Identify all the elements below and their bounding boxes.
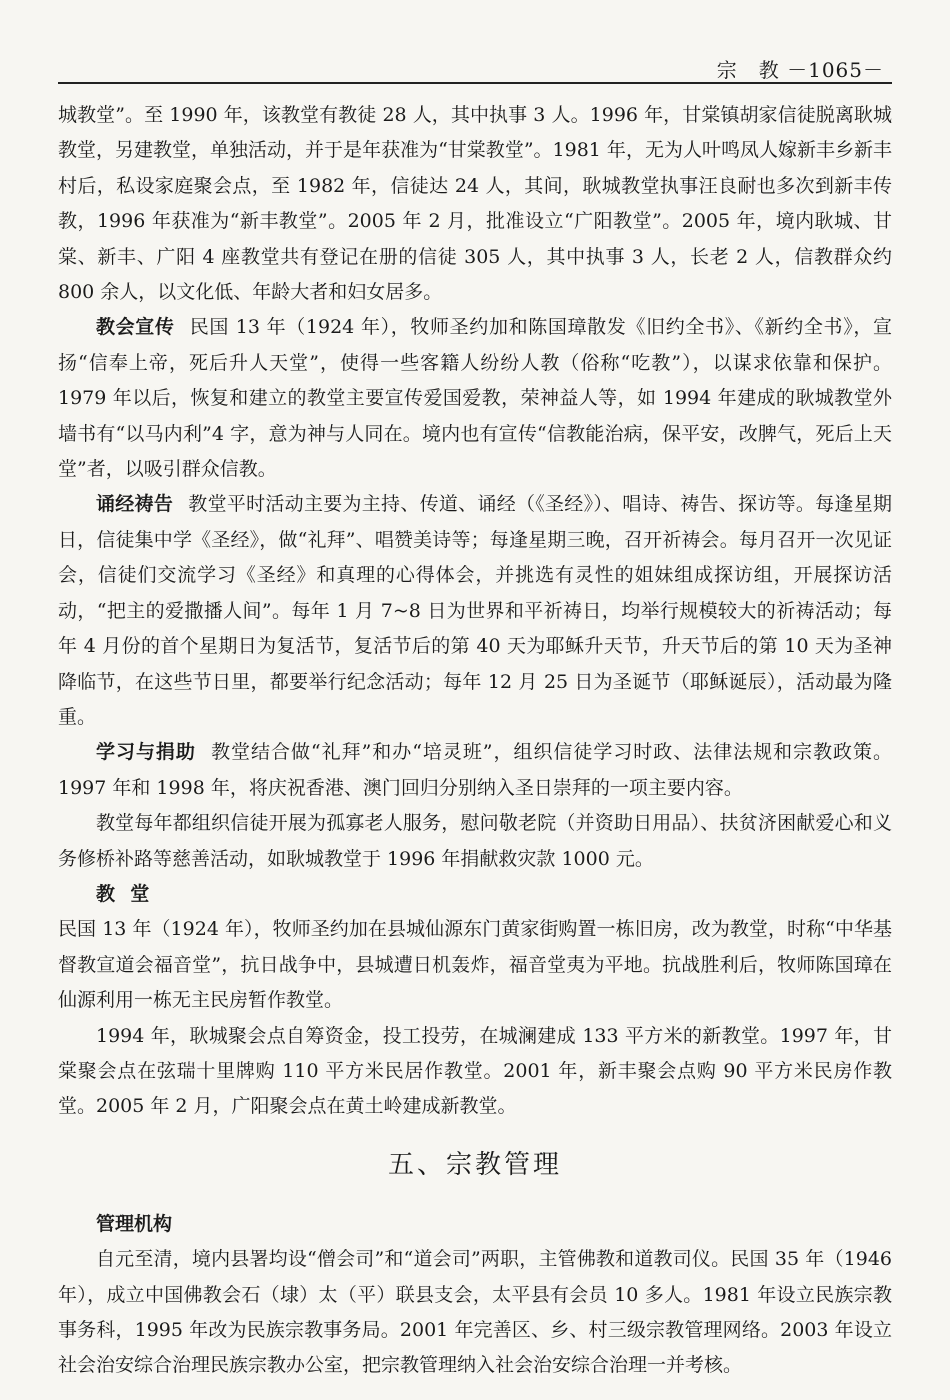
paragraph-church-propaganda [58,310,892,487]
chapter-title: 五、宗教管理 [387,1149,562,1180]
section-heading-prayer: 诵经祷告 [96,493,174,516]
section-heading-propaganda: 教会宣传 [96,316,175,339]
running-head [58,48,892,84]
paragraph-church-history: 民国 13 年（1924 年），牧师圣约加在县城仙源东门黄家街购置一栋旧房，改为教堂，时称“中华基督教宣道会福音堂”，抗日战争中，县城遭日机轰炸，福音堂夷为平地。抗战胜利后，牧师陈国璋在仙源利用一栋无主民房暂作教堂。 [58,918,892,1012]
paragraph-prayer [58,487,892,735]
section-heading-admin: 管理机构 [96,1212,173,1235]
section-heading-study: 学习与捐助 [96,741,196,764]
paragraph-text: 教堂平时活动主要为主持、传道、诵经（《圣经》）、唱诗、祷告、探访等。每逢星期日，信徒集中学《圣经》，做“礼拜”、唱赞美诗等；每逢星期三晚，召开祈祷会。每月召开一次见证会，信徒们交流学习《圣经》和真理的心得体会，并挑选有灵性的姐妹组成探访组，开展探访活动，“把主的爱撒播人间”。每年 1 月 7~8 日为世界和平祈祷日，均举行规模较大的祈祷活动；每年 4 月份的首个星期日为复活节，复活节后的第 40 天为耶稣升天节，升天节后的第 10 天为圣神降临节，在这些节日里，都要举行纪念活动；每年 12 月 25 日为圣诞节（耶稣诞辰），活动最为隆重。 [58,493,892,728]
page-header-text: 宗 教 －1065－ [716,58,884,82]
paragraph-charity: 教堂每年都组织信徒开展为孤寡老人服务，慰问敬老院（并资助日用品）、扶贫济困献爱心和义务修桥补路等慈善活动，如耿城教堂于 1996 年捐献救灾款 1000 元。 [58,812,892,870]
section-heading-church: 教堂 [96,882,165,905]
paragraph-text: 教堂结合做“礼拜”和办“培灵班”，组织信徒学习时政、法律法规和宗教政策。1997 年和 1998 年，将庆祝香港、澳门回归分别纳入圣日崇拜的一项主要内容。 [58,741,892,799]
paragraph-admin: 自元至清，境内县署均设“僧会司”和“道会司”两职，主管佛教和道教司仪。民国 35 年（1946 年），成立中国佛教会石（埭）太（平）联县支会，太平县有会员 10 多人。1981 年设立民族宗教事务科，1995 年改为民族宗教事务局。2001 年完善区、乡、村三级宗教管理网络。2003 年设立社会治安综合治理民族宗教办公室，把宗教管理纳入社会治安综合治理一并考核。 [58,1248,892,1377]
paragraph-intro: 城教堂”。至 1990 年，该教堂有教徒 28 人，其中执事 3 人。1996 年，甘棠镇胡家信徒脱离耿城教堂，另建教堂，单独活动，并于是年获准为“甘棠教堂”。1981 年，无为人叶鸣凤人嫁新丰乡新丰村后，私设家庭聚会点，至 1982 年，信徒达 24 人，其间，耿城教堂执事汪良耐也多次到新丰传教，1996 年获准为“新丰教堂”。2005 年 2 月，批准设立“广阳教堂”。2005 年，境内耿城、甘棠、新丰、广阳 4 座教堂共有登记在册的信徒 305 人，其中执事 3 人，长老 2 人，信教群众约 800 余人，以文化低、年龄大者和妇女居多。 [58,104,892,304]
paragraph-text: 民国 13 年（1924 年），牧师圣约加和陈国璋散发《旧约全书》、《新约全书》，宣扬“信奉上帝，死后升人天堂”，使得一些客籍人纷纷人教（俗称“吃教”），以谋求依靠和保护。1979 年以后，恢复和建立的教堂主要宣传爱国爱教，荣神益人等，如 1994 年建成的耿城教堂外墙书有“以马内利”4 字，意为神与人同在。境内也有宣传“信教能治病，保平安，改脾气，死后上天堂”者，以吸引群众信教。 [58,316,892,481]
paragraph-church-buildings: 1994 年，耿城聚会点自筹资金，投工投劳，在城澜建成 133 平方米的新教堂。1997 年，甘棠聚会点在弦瑞十里牌购 110 平方米民居作教堂。2001 年，新丰聚会点购 90 平方米民房作教堂。2005 年 2 月，广阳聚会点在黄土岭建成新教堂。 [58,1024,892,1118]
page-body [58,98,892,1384]
paragraph-study [58,735,892,806]
